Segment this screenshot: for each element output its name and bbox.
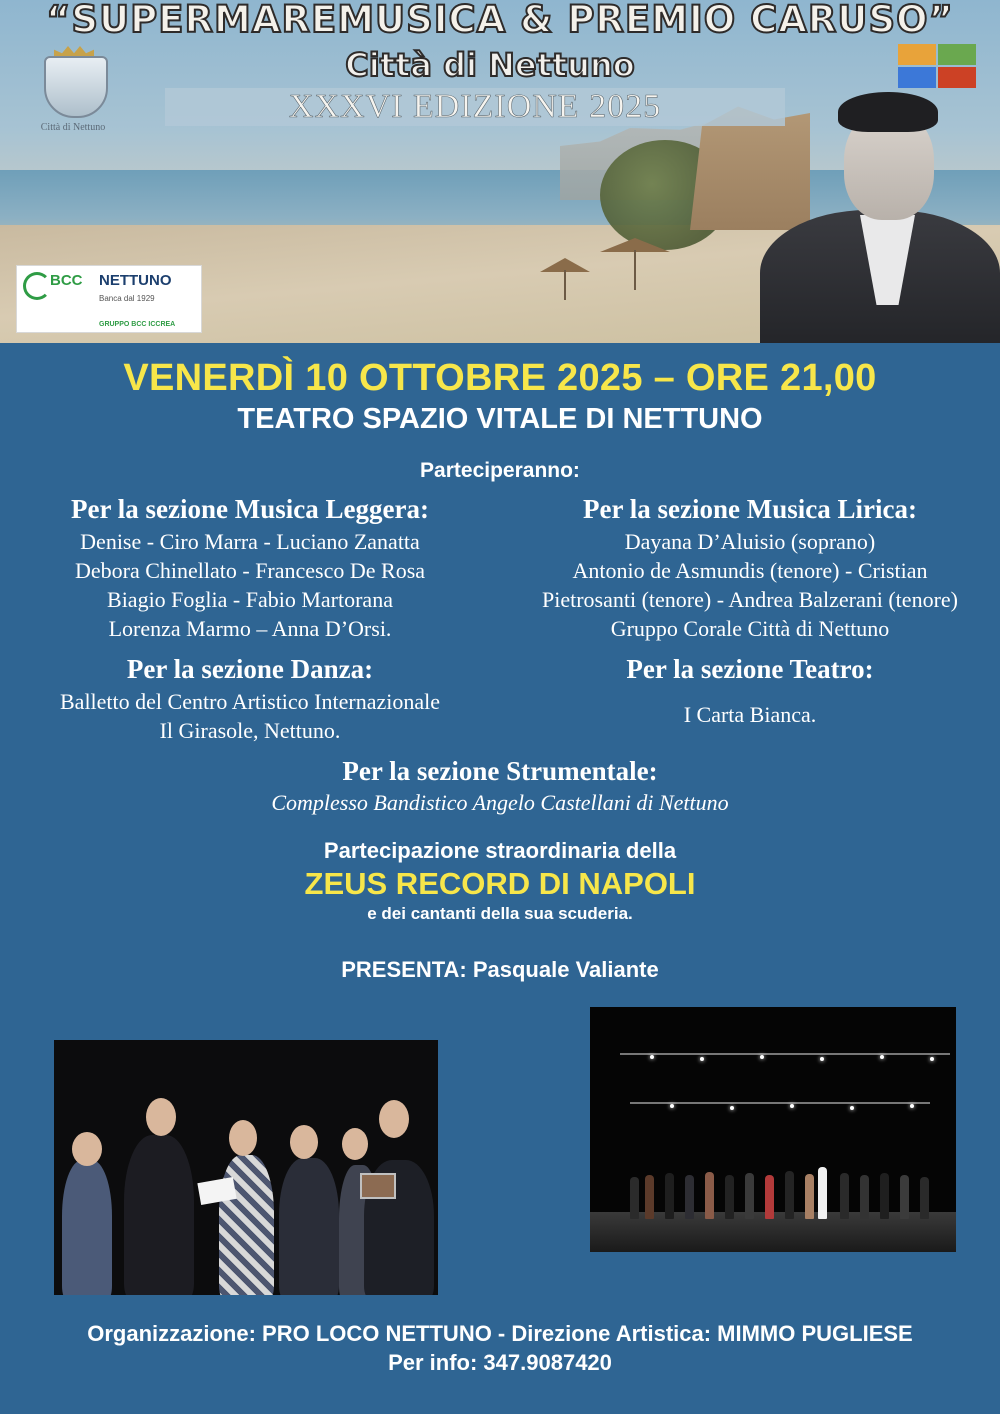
- section-heading-strumentale: Per la sezione Strumentale:: [342, 756, 658, 786]
- musica-lirica-line: Pietrosanti (tenore) - Andrea Balzerani (tenore): [542, 587, 958, 612]
- teatro-line: I Carta Bianca.: [683, 702, 817, 727]
- city-title: Città di Nettuno: [345, 46, 635, 84]
- section-heading-teatro: Per la sezione Teatro:: [626, 654, 874, 684]
- festival-title: “SUPERMAREMUSICA & PREMIO CARUSO”: [46, 0, 954, 41]
- organization-credit: Organizzazione: PRO LOCO NETTUNO - Direzione Artistica: MIMMO PUGLIESE: [87, 1321, 913, 1346]
- bcc-mark-icon: [23, 272, 51, 300]
- sponsor-since: Banca dal 1929: [99, 294, 155, 303]
- strumentale-line: Complesso Bandistico Angelo Castellani di Nettuno: [271, 790, 729, 815]
- header-banner: [0, 0, 1000, 343]
- sponsor-group: GRUPPO BCC ICCREA: [99, 321, 176, 328]
- event-venue: TEATRO SPAZIO VITALE DI NETTUNO: [237, 403, 763, 435]
- sponsor-brand: BCC: [50, 272, 83, 289]
- musica-leggera-line: Debora Chinellato - Francesco De Rosa: [74, 558, 426, 583]
- award-ceremony-photo: [54, 1040, 438, 1295]
- musica-leggera-line: Biagio Foglia - Fabio Martorana: [107, 587, 393, 612]
- section-heading-musica-lirica: Per la sezione Musica Lirica:: [583, 494, 917, 524]
- contact-info: Per info: 347.9087420: [388, 1350, 612, 1375]
- section-heading-danza: Per la sezione Danza:: [126, 654, 374, 684]
- umbrella-pole: [564, 270, 566, 300]
- participants-heading: Parteciperanno:: [420, 459, 580, 482]
- umbrella-pole: [634, 250, 636, 290]
- edition-title: XXXVI EDIZIONE 2025: [165, 88, 785, 126]
- section-heading-musica-leggera: Per la sezione Musica Leggera:: [71, 494, 429, 524]
- musica-leggera-line: Denise - Ciro Marra - Luciano Zanatta: [80, 529, 420, 554]
- special-guest-outro: e dei cantanti della sua scuderia.: [367, 904, 633, 923]
- event-date-time: VENERDÌ 10 OTTOBRE 2025 – ORE 21,00: [123, 357, 877, 399]
- musica-leggera-line: Lorenza Marmo – Anna D’Orsi.: [108, 616, 392, 641]
- musica-lirica-line: Antonio de Asmundis (tenore) - Cristian: [572, 558, 928, 583]
- crest-caption: Città di Nettuno: [40, 122, 106, 133]
- special-guest-name: ZEUS RECORD DI NAPOLI: [304, 866, 696, 901]
- special-guest-intro: Partecipazione straordinaria della: [323, 838, 677, 863]
- danza-line: Il Girasole, Nettuno.: [159, 718, 341, 743]
- stage-performance-photo: [590, 1007, 956, 1252]
- tenor-portrait: [760, 70, 1000, 343]
- musica-lirica-line: Gruppo Corale Città di Nettuno: [610, 616, 890, 641]
- sponsor-name: NETTUNO: [99, 272, 172, 289]
- musica-lirica-line: Dayana D’Aluisio (soprano): [624, 529, 876, 554]
- presenter: PRESENTA: Pasquale Valiante: [341, 957, 659, 982]
- danza-line: Balletto del Centro Artistico Internazionale: [60, 689, 440, 714]
- sponsor-logo: [16, 265, 202, 333]
